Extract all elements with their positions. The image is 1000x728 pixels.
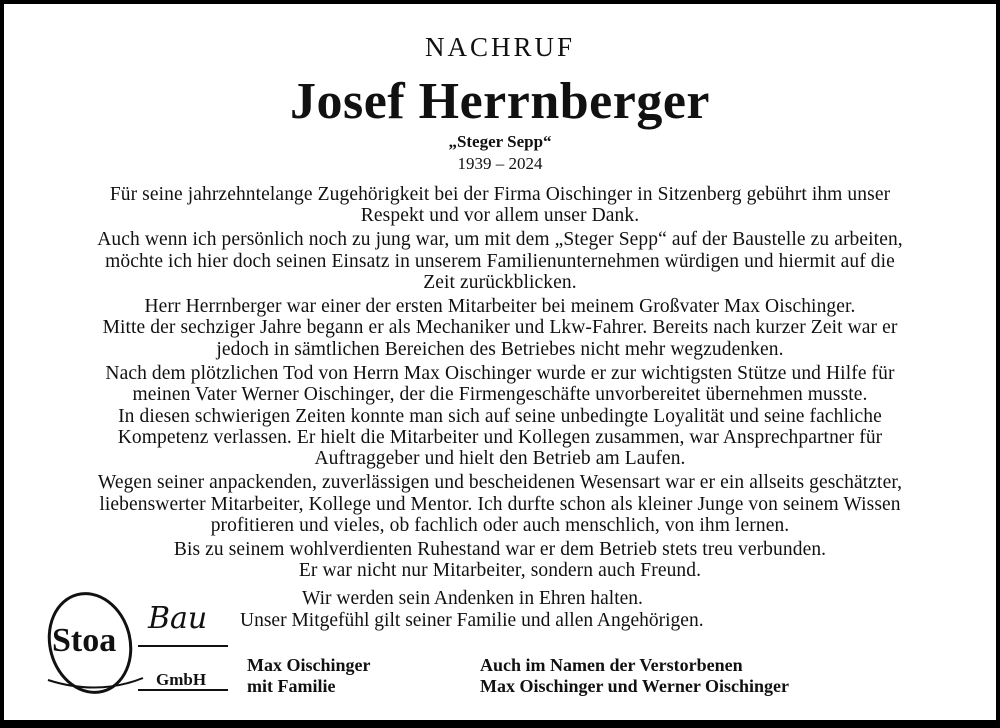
signature-left-line: Max Oischinger bbox=[247, 655, 371, 675]
text-line: liebenswerter Mitarbeiter, Kollege und Mentor. Ich durfte schon als kleiner Junge von seinem Wissen bbox=[99, 493, 901, 515]
nickname: „Steger Sepp“ bbox=[448, 132, 552, 151]
text-line: möchte ich hier doch seinen Einsatz in unserem Familienunternehmen würdigen und hiermit auf die bbox=[105, 250, 895, 272]
signature-right-line: Max Oischinger und Werner Oischinger bbox=[480, 676, 790, 696]
signature-right-line: Auch im Namen der Verstorbenen bbox=[480, 655, 743, 675]
signature-right bbox=[480, 655, 789, 697]
text-line: Zeit zurückblicken. bbox=[423, 272, 577, 294]
text-line: profitieren und vieles, ob fachlich oder auch menschlich, von ihm lernen. bbox=[210, 515, 790, 537]
life-years: 1939 – 2024 bbox=[457, 154, 543, 173]
deceased-name: Josef Herrnberger bbox=[290, 73, 710, 130]
text-line: Mitte der sechziger Jahre begann er als Mechaniker und Lkw-Fahrer. Bereits nach kurzer Zeit war er bbox=[102, 317, 898, 339]
paragraph bbox=[4, 363, 996, 470]
signature-left bbox=[247, 655, 371, 697]
text-line: In diesen schwierigen Zeiten konnte man sich auf seine unbedingte Loyalität und seine fachliche bbox=[118, 405, 882, 427]
text-line: Er war nicht nur Mitarbeiter, sondern auch Freund. bbox=[298, 560, 702, 582]
text-line: Herr Herrnberger war einer der ersten Mitarbeiter bei meinem Großvater Max Oischinger. bbox=[144, 296, 856, 318]
logo-script-text: Bau bbox=[148, 601, 208, 636]
closing-line-1: Wir werden sein Andenken in Ehren halten. bbox=[302, 588, 643, 609]
text-line: Nach dem plötzlichen Tod von Herrn Max Oischinger wurde er zur wichtigsten Stütze und Hilfe für bbox=[105, 362, 895, 384]
closing-lines bbox=[240, 588, 760, 632]
obituary-text bbox=[4, 184, 996, 584]
logo-main-text: Stoa bbox=[52, 622, 117, 659]
logo-suffix-text: GmbH bbox=[156, 670, 207, 689]
text-line: Wegen seiner anpackenden, zuverlässigen und bescheidenen Wesensart war er ein allseits geschätzter, bbox=[97, 472, 903, 494]
text-line: Auch wenn ich persönlich noch zu jung war, um mit dem „Steger Sepp“ auf der Baustelle zu arbeiten, bbox=[97, 229, 903, 251]
paragraph bbox=[4, 296, 996, 360]
paragraph bbox=[4, 472, 996, 536]
text-line: Kompetenz verlassen. Er hielt die Mitarbeiter und Kollegen zusammen, war Ansprechpartner für bbox=[117, 426, 883, 448]
text-line: jedoch in sämtlichen Bereichen des Betriebes nicht mehr wegzudenken. bbox=[216, 338, 784, 360]
paragraph bbox=[4, 539, 996, 582]
text-line: Bis zu seinem wohlverdienten Ruhestand war er dem Betrieb stets treu verbunden. bbox=[173, 539, 827, 560]
paragraph bbox=[4, 229, 996, 293]
notice-heading: NACHRUF bbox=[424, 32, 576, 62]
obituary-notice bbox=[4, 4, 996, 720]
text-line: Auftraggeber und hielt den Betrieb am Laufen. bbox=[314, 448, 686, 470]
company-logo bbox=[38, 588, 238, 703]
paragraph bbox=[4, 184, 996, 227]
text-line: Für seine jahrzehntelange Zugehörigkeit bei der Firma Oischinger in Sitzenberg gebührt ihm unser bbox=[109, 184, 891, 205]
text-line: meinen Vater Werner Oischinger, der die Firmengeschäfte unvorbereitet übernehmen musste. bbox=[132, 384, 868, 406]
stoa-bau-logo-icon bbox=[38, 588, 238, 703]
signature-left-line: mit Familie bbox=[247, 676, 336, 696]
text-line: Respekt und vor allem unser Dank. bbox=[360, 205, 640, 227]
closing-line-2: Unser Mitgefühl gilt seiner Familie und allen Angehörigen. bbox=[240, 610, 704, 631]
